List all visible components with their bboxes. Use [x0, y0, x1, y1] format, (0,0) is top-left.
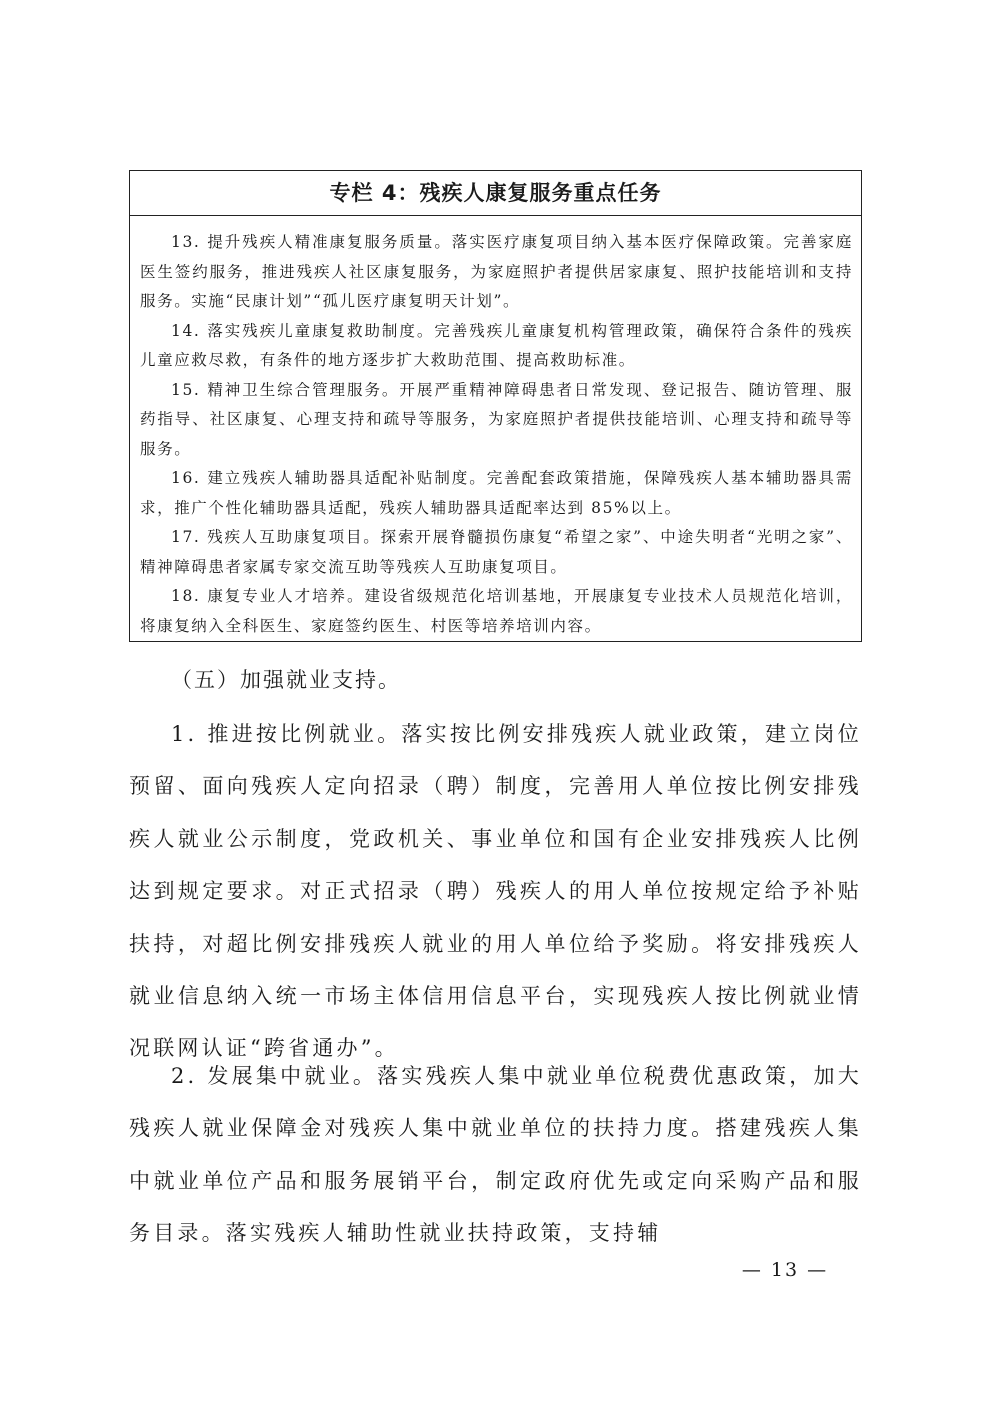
task-item-18: 18. 康复专业人才培养。建设省级规范化培训基地，开展康复专业技术人员规范化培训，将康复纳入全科医生、家庭签约医生、村医等培养培训内容。 — [140, 587, 853, 635]
body-paragraph-1: 1. 推进按比例就业。落实按比例安排残疾人就业政策，建立岗位预留、面向残疾人定向招录（聘）制度，完善用人单位按比例安排残疾人就业公示制度，党政机关、事业单位和国有企业安排残疾人比例达到规定要求。对正式招录（聘）残疾人的用人单位按规定给予补贴扶持，对超比例安排残疾人就业的用人单位给予奖励。将安排残疾人就业信息纳入统一市场主体信用信息平台，实现残疾人按比例就业情况联网认证“跨省通办”。 — [129, 722, 862, 1061]
task-item-14: 14. 落实残疾儿童康复救助制度。完善残疾儿童康复机构管理政策，确保符合条件的残疾儿童应救尽救，有条件的地方逐步扩大救助范围、提高救助标准。 — [140, 321, 853, 369]
task-item-15: 15. 精神卫生综合管理服务。开展严重精神障碍患者日常发现、登记报告、随访管理、服药指导、社区康复、心理支持和疏导等服务，为家庭照护者提供技能培训、心理支持和疏导等服务。 — [140, 380, 853, 458]
task-item-16: 16. 建立残疾人辅助器具适配补贴制度。完善配套政策措施，保障残疾人基本辅助器具需求，推广个性化辅助器具适配，残疾人辅助器具适配率达到 85%以上。 — [140, 469, 853, 517]
feature-box-body — [130, 216, 861, 641]
task-item-17: 17. 残疾人互助康复项目。探索开展脊髓损伤康复“希望之家”、中途失明者“光明之家”、精神障碍患者家属专家交流互助等残疾人互助康复项目。 — [140, 528, 853, 576]
body-paragraph-2: 2. 发展集中就业。落实残疾人集中就业单位税费优惠政策，加大残疾人就业保障金对残疾人集中就业单位的扶持力度。搭建残疾人集中就业单位产品和服务展销平台，制定政府优先或定向采购产品和服务目录。落实残疾人辅助性就业扶持政策，支持辅 — [129, 1064, 862, 1246]
page-number: — 13 — — [741, 1259, 829, 1281]
feature-box-title: 专栏 4：残疾人康复服务重点任务 — [130, 171, 861, 216]
section-heading: （五）加强就业支持。 — [171, 668, 401, 692]
task-item-13: 13. 提升残疾人精准康复服务质量。落实医疗康复项目纳入基本医疗保障政策。完善家庭医生签约服务，推进残疾人社区康复服务，为家庭照护者提供居家康复、照护技能培训和支持服务。实施“民康计划”“孤儿医疗康复明天计划”。 — [140, 233, 853, 310]
feature-box — [129, 170, 862, 642]
